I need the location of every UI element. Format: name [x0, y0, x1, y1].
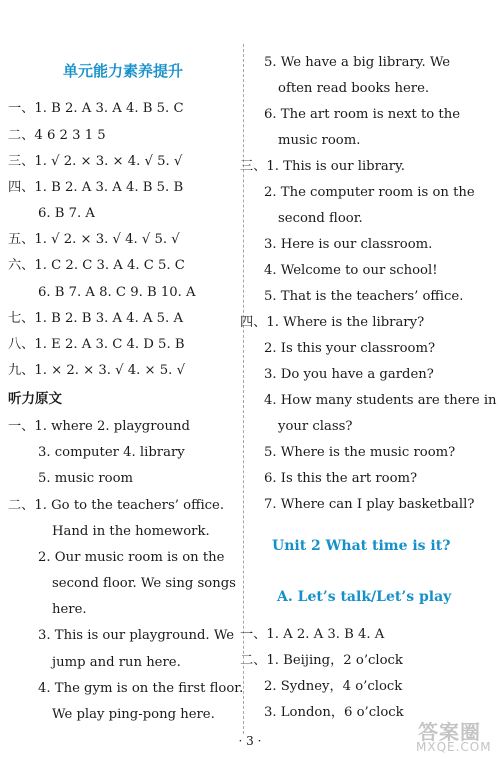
answer-line: 八、1. E 2. A 3. C 4. D 5. B — [8, 337, 185, 352]
listening-line: your class? — [278, 419, 353, 434]
watermark-logo — [412, 716, 496, 756]
answer-line: 七、1. B 2. B 3. A 4. A 5. A — [8, 311, 183, 326]
listening-line: 4. The gym is on the first floor. — [38, 681, 244, 696]
listening-line: 一、1. where 2. playground — [8, 419, 190, 434]
listening-line: We play ping-pong here. — [52, 707, 215, 722]
listening-line: 3. Do you have a garden? — [264, 367, 434, 382]
answer-line: 一、1. B 2. A 3. A 4. B 5. C — [8, 101, 184, 116]
listening-line: 5. That is the teachers’ office. — [264, 289, 464, 304]
listening-line: 6. Is this the art room? — [264, 471, 418, 486]
section-title: 单元能力素养提升 — [63, 62, 184, 80]
listening-line: second floor. — [278, 211, 363, 226]
listening-line: 3. Here is our classroom. — [264, 237, 433, 252]
listening-line: 2. The computer room is on the — [264, 185, 475, 200]
answer-line: 四、1. B 2. A 3. A 4. B 5. B — [8, 180, 184, 195]
listening-line: here. — [52, 602, 87, 617]
listening-line: 二、1. Go to the teachers’ office. — [8, 498, 225, 513]
listening-line: 5. We have a big library. We — [264, 55, 451, 70]
lesson-title: A. Let’s talk/Let’s play — [277, 589, 452, 605]
answer-line: 六、1. C 2. C 3. A 4. C 5. C — [8, 258, 185, 273]
listening-line: 3. computer 4. library — [38, 445, 185, 460]
listening-line: second floor. We sing songs — [52, 576, 236, 591]
listening-line: 6. The art room is next to the — [264, 107, 461, 122]
listening-line: 2. Is this your classroom? — [264, 341, 436, 356]
answer-line: 二、4 6 2 3 1 5 — [8, 128, 106, 143]
answer-line: 三、1. √ 2. × 3. × 4. √ 5. √ — [8, 154, 183, 169]
listening-line: 5. Where is the music room? — [264, 445, 456, 460]
watermark-text: 答案圈 — [418, 720, 481, 744]
answer-line: 九、1. × 2. × 3. √ 4. × 5. √ — [8, 363, 185, 378]
answer-line: 3. London，6 o’clock — [264, 705, 404, 720]
listening-line: music room. — [278, 133, 361, 148]
listening-line: 7. Where can I play basketball? — [264, 497, 475, 512]
answer-line: 6. B 7. A 8. C 9. B 10. A — [38, 285, 196, 300]
listening-line: 4. How many students are there in — [264, 393, 497, 408]
answer-line: 6. B 7. A — [38, 206, 95, 221]
answer-line: 一、1. A 2. A 3. B 4. A — [240, 627, 385, 642]
answer-line: 二、1. Beijing，2 o’clock — [240, 653, 403, 668]
listening-line: 4. Welcome to our school! — [264, 263, 438, 278]
unit-title: Unit 2 What time is it? — [272, 538, 451, 554]
listening-line: often read books here. — [278, 81, 430, 96]
listening-title: 听力原文 — [8, 391, 62, 407]
listening-line: 三、1. This is our library. — [240, 159, 405, 174]
listening-line: Hand in the homework. — [52, 524, 210, 539]
listening-line: jump and run here. — [52, 655, 181, 670]
answer-line: 2. Sydney，4 o’clock — [264, 679, 403, 694]
page-number: · 3 · — [238, 734, 262, 748]
watermark-url: MXQE.COM — [416, 740, 492, 754]
listening-line: 5. music room — [38, 471, 134, 486]
listening-line: 四、1. Where is the library? — [240, 315, 425, 330]
answer-line: 五、1. √ 2. × 3. √ 4. √ 5. √ — [8, 232, 180, 247]
listening-line: 3. This is our playground. We — [38, 628, 235, 643]
listening-line: 2. Our music room is on the — [38, 550, 225, 565]
